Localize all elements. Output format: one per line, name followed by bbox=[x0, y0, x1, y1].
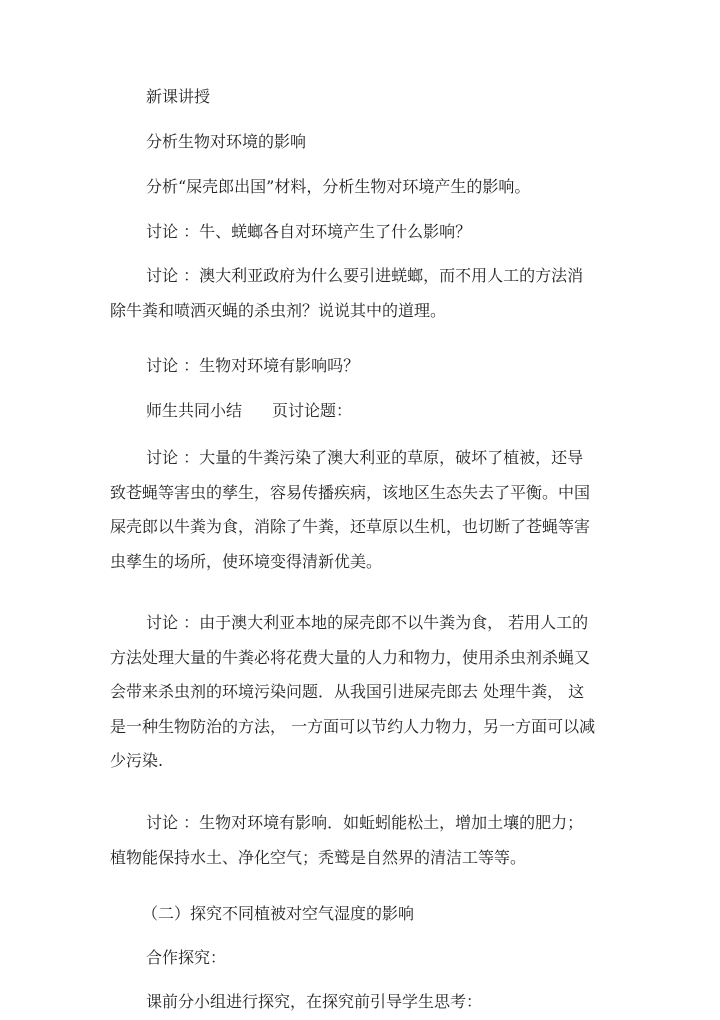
section-heading: 新课讲授 bbox=[146, 87, 211, 106]
answer-3: 讨论 ：生物对环境有影响．如蚯蚓能松土，增加土壤的肥力； 植物能保持水土、净化空气；秃鹫是自然界的清洁工等等。 bbox=[110, 813, 584, 867]
section-2-heading: （二）探究不同植被对空气湿度的影响 bbox=[142, 904, 415, 923]
cooperative-inquiry: 合作探究： bbox=[146, 948, 227, 967]
answer-1: 讨论 ：大量的牛粪污染了澳大利亚的草原，破坏了植被，还导 致苍蝇等害虫的孳生，容易传播疾病，该地区生态失去了平衡。中国 屎壳郎以牛粪为食，消除了牛粪，还草原以生机，也切断了苍蝇等害 虫孳生的场所，使环境变得清新优美。 bbox=[110, 448, 591, 571]
summary-line: 师生共同小结 页讨论题： bbox=[146, 401, 353, 420]
subheading: 分析生物对环境的影响 bbox=[146, 132, 307, 151]
paragraph: 分析“屎壳郎出国”材料，分析生物对环境产生的影响。 bbox=[146, 177, 531, 196]
discussion-2: 讨论 ：澳大利亚政府为什么要引进蜣螂，而不用人工的方法消 除牛粪和喷洒灭蝇的杀虫剂？说说其中的道理。 bbox=[110, 266, 584, 320]
discussion-3: 讨论 ：生物对环境有影响吗？ bbox=[146, 356, 360, 375]
paragraph-last: 课前分小组进行探究，在探究前引导学生思考： bbox=[146, 992, 483, 1011]
discussion-1: 讨论 ：牛、蜣螂各自对环境产生了什么影响？ bbox=[146, 222, 472, 241]
answer-2: 讨论 ：由于澳大利亚本地的屎壳郎不以牛粪为食， 若用人工的 方法处理大量的牛粪必将花费大量的人力和物力，使用杀虫剂杀蝇又 会带来杀虫剂的环境污染问题．从我国引进屎壳郎去 处理牛粪， 这 是一种生物防治的方法， 一方面可以节约人力物力，另一方面可以减 少污染. bbox=[110, 613, 596, 770]
